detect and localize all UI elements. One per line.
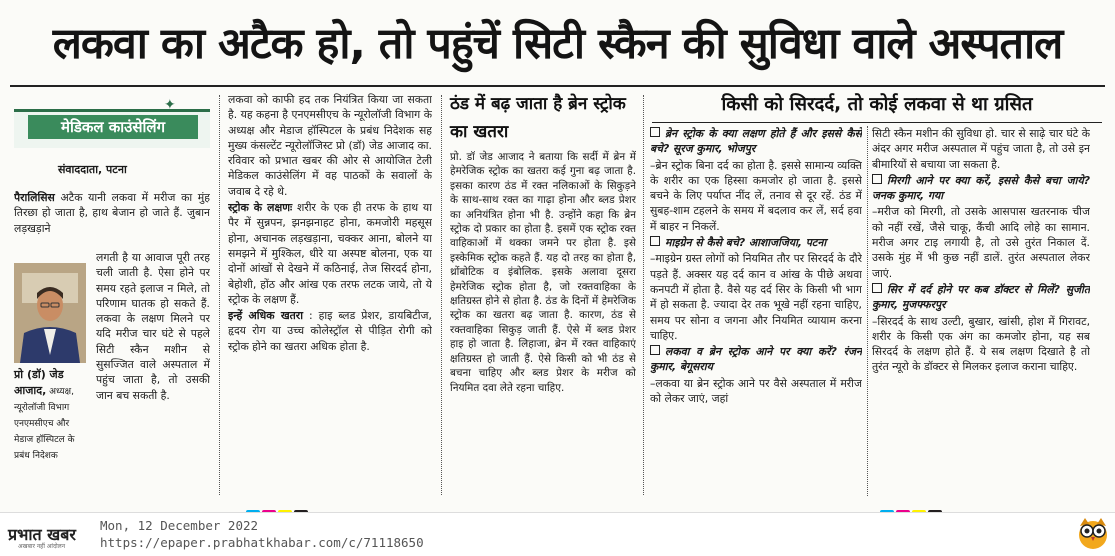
risk-heading: इन्हें अधिक खतरा [228, 309, 304, 323]
column-1-wrap [96, 250, 210, 490]
intro-paragraph: लकवा को काफी हद तक नियंत्रित किया जा सकता है. यह कहना है एनएमसीएच के न्यूरोलॉजी विभाग के अध्यक्ष और मेडाज हॉस्पिटल के प्रबंध निदेशक सह मुख्य कंसल्टेंट न्यूरोलॉजिस्ट प्रो (डॉ) जेड आजाद का. रविवार को प्रभात खबर की ओर से आयोजित टेली मेडिकल काउंसेलिंग में वह पाठकों के सवालों के जवाब दे रहे थे. [228, 93, 432, 198]
checkbox-icon [872, 174, 882, 184]
doctor-portrait-icon [14, 263, 86, 363]
logo-tagline: अखबार नहीं आंदोलन [18, 543, 66, 550]
qa-column-5 [872, 126, 1090, 496]
qa-question: लकवा व ब्रेन स्ट्रोक आने पर क्या करें? रंजन कुमार, बेगूसराय [650, 345, 862, 374]
lead-bold: पैरालिसिस [14, 191, 55, 204]
column-divider [643, 95, 644, 495]
qa-answer: –लकवा या ब्रेन स्ट्रोक आने पर वैसे अस्पताल में मरीज को लेकर जाएं, जहां [650, 376, 862, 406]
qa-answer: –माइग्रेन ग्रस्त लोगों को नियमित तौर पर सिरदर्द के दौरे पड़ते हैं. अक्सर यह दर्द कान व आंख के पीछे अथवा कनपटी में होता है. वैसे यह दर्द सिर के किसी भी भाग में हो सकता है. ज्यादा देर तक भूखे नहीं रहना चाहिए, समय पर सोना व जगना और नियमित व्यायाम करना चाहिए. [650, 252, 862, 342]
risk-paragraph [228, 308, 432, 354]
medical-counselling-badge [14, 95, 210, 147]
headline: लकवा का अटैक हो, तो पहुंचें सिटी स्कैन की सुविधा वाले अस्पताल [52, 19, 1063, 69]
prabhat-khabar-logo[interactable] [4, 519, 90, 551]
column-divider [441, 95, 442, 495]
footer-bar [0, 512, 1115, 556]
edition-date: Mon, 12 December 2022 [100, 518, 259, 533]
symptoms-paragraph [228, 200, 432, 307]
doctor-photo [14, 263, 86, 363]
qa-question: ब्रेन स्ट्रोक के क्या लक्षण होते हैं और इससे कैसे बचे? सूरज कुमार, भोजपुर [650, 127, 862, 156]
risk-text: : हाइ ब्लड प्रेशर, डायबिटीज, हृदय रोग या उच्च कोलेस्ट्रॉल से पीड़ित रोगी को स्ट्रोक होने का खतरा अधिक होता है. [228, 309, 432, 353]
headline-rule [10, 85, 1105, 87]
symptoms-text: शरीर के एक ही तरफ के हाथ या पैर में सुन्नपन, झनझनाहट होना, कमजोरी महसूस होना, अचानक लड़खड़ाना, चक्कर आना, बोलने या समझने में मुश्किल, धीरे या अस्पष्ट बोलना, एक या दोनों आंखों से देखने में कठिनाई, तेज सिरदर्द होना, बेहोशी, होंठ और आंख एक तरफ लटक जाये, तो ये स्ट्रोक के लक्षण हैं. [228, 201, 432, 306]
checkbox-icon [650, 127, 660, 137]
qa-answer-continued: सिटी स्कैन मशीन की सुविधा हो. चार से साढ़े चार घंटे के अंदर अगर मरीज अस्पताल में पहुंच जाता है, तो उसे इन बीमारियों से बचाया जा सकता है. [872, 127, 1090, 171]
column-divider [219, 95, 220, 495]
checkbox-icon [650, 236, 660, 246]
qa-heading-rule [652, 122, 1102, 123]
caption-title: अध्यक्ष, न्यूरोलॉजी विभाग एनएमसीएच और मेडाज हॉस्पिटल के प्रबंध निदेशक [14, 387, 75, 461]
caption-name: प्रो (डॉ) जेड आजाद, [14, 368, 64, 397]
checkbox-icon [650, 345, 660, 355]
lead-text-continued: लगती है या आवाज पूरी तरह चली जाती है. ऐसा होने पर समय रहते इलाज न मिले, तो परिणाम घातक हो सकते हैं. लकवा के लक्षण मिलने पर यदि मरीज चार घंटे से पहले सिटी स्कैन मशीन से सुसज्जित वाले अस्पताल में पहुंच जाता है, तो उसकी जान बच सकती है. [96, 251, 210, 402]
edition-url[interactable]: https://epaper.prabhatkhabar.com/c/71118650 [100, 535, 424, 550]
winter-stroke-text: प्रो. डॉ जेड आजाद ने बताया कि सर्दी में ब्रेन में हेमरेजिक स्ट्रोक का खतरा कई गुना बढ़ जाता है. इसका कारण ठंड में रक्त नलिकाओं के सिकुड़ने के साथ-साथ रक्त का गाढ़ा होना और ब्लड प्रेशर का अनियंत्रित होना भी है. उन्होंने कहा कि ब्रेन स्ट्रोक दो प्रकार का होता है. इसमें एक स्ट्रोक रक्त वाहिकाओं में थक्का जमने पर होता है. इसे इस्केमिक स्ट्रोक कहते हैं. यह दो तरह का होता है, थ्रोंबोटिक व इंबोलिक. इसके अलावा दूसरा हेमरेजिक स्ट्रोक होता है, जो रक्तवाहिका के क्षतिग्रस्त होने से होता है. ठंड के दिनों में हेमरेजिक स्ट्रोक का खतरा बढ़ जाता है. कारण, ठंड से रक्तवाहिका सिकुड़ जाती हैं. ऐसे में ब्लड प्रेशर हाइ हो जाता है. लिहाजा, ब्रेन में रक्त वाहिकाएं क्षतिग्रस्त हो जाती हैं. ऐसे किसी को भी ठंड से बचना चाहिए और ब्लड प्रेशर के मरीज को नियमित दवा लेते रहना चाहिए. [450, 151, 636, 394]
photo-caption [14, 367, 88, 464]
badge-label: मेडिकल काउंसेलिंग [28, 115, 198, 139]
qa-question: मिरगी आने पर क्या करें, इससे कैसे बचा जाये? जनक कुमार, गया [872, 173, 1090, 203]
qa-answer: –ब्रेन स्ट्रोक बिना दर्द का होता है. इससे सामान्य व्यक्ति के शरीर का एक हिस्सा कमजोर हो जाता है. इससे बचने के लिए पर्याप्त नींद लें, तनाव से दूर रहें. ठंड में सुबह-शाम टहलने के समय में बदलाव कर लें, सर्द हवा में बाहर न निकलें. [650, 158, 862, 233]
column-divider [867, 126, 868, 496]
logo-text: प्रभात खबर [8, 525, 76, 544]
bird-icon: ✦ [164, 97, 176, 113]
qa-heading: किसी को सिरदर्द, तो कोई लकवा से था ग्रसित [721, 94, 1033, 115]
byline: संवाददाता, पटना [58, 163, 127, 176]
winter-stroke-heading: ठंड में बढ़ जाता है ब्रेन स्ट्रोक का खतरा [450, 94, 626, 142]
column-3 [450, 150, 636, 495]
symptoms-heading: स्ट्रोक के लक्षणः [228, 201, 293, 215]
qa-question: माइग्रेन से कैसे बचे? आशाजजिया, पटना [650, 235, 862, 250]
checkbox-icon [872, 283, 882, 293]
qa-answer: –मरीज को मिरगी, तो उसके आसपास खतरनाक चीज को नहीं रखें, जैसे चाकू, कैंची आदि लोहे का सामान. मरीज अगर टाइ लगायी है, तो उसे तुरंत निकाल दें. उसके मुंह में भी कुछ नहीं डालें. तुरंत अस्पताल लेकर जाएं. [872, 205, 1090, 280]
column-2 [228, 92, 432, 497]
lead-text: अटैक यानी लकवा में मरीज का मुंह तिरछा हो जाता है, हाथ बेजान हो जाते हैं. जुबान लड़खड़ाने [14, 191, 210, 235]
owl-icon[interactable] [1076, 514, 1110, 550]
qa-column-4 [650, 126, 862, 496]
qa-question: सिर में दर्द होने पर कब डॉक्टर से मिलें? सुजीत कुमार, मुजफ्फरपुर [872, 282, 1090, 312]
qa-answer: –सिरदर्द के साथ उल्टी, बुखार, खांसी, होश में गिरावट, शरीर के किसी एक अंग का कमजोर होना, यह सब सिरदर्द के लक्षण होते हैं. ये सब लक्षण दिखाते है तो तुरंत न्यूरो के डॉक्टर से मिलकर इलाज कराना चाहिए. [872, 314, 1090, 374]
